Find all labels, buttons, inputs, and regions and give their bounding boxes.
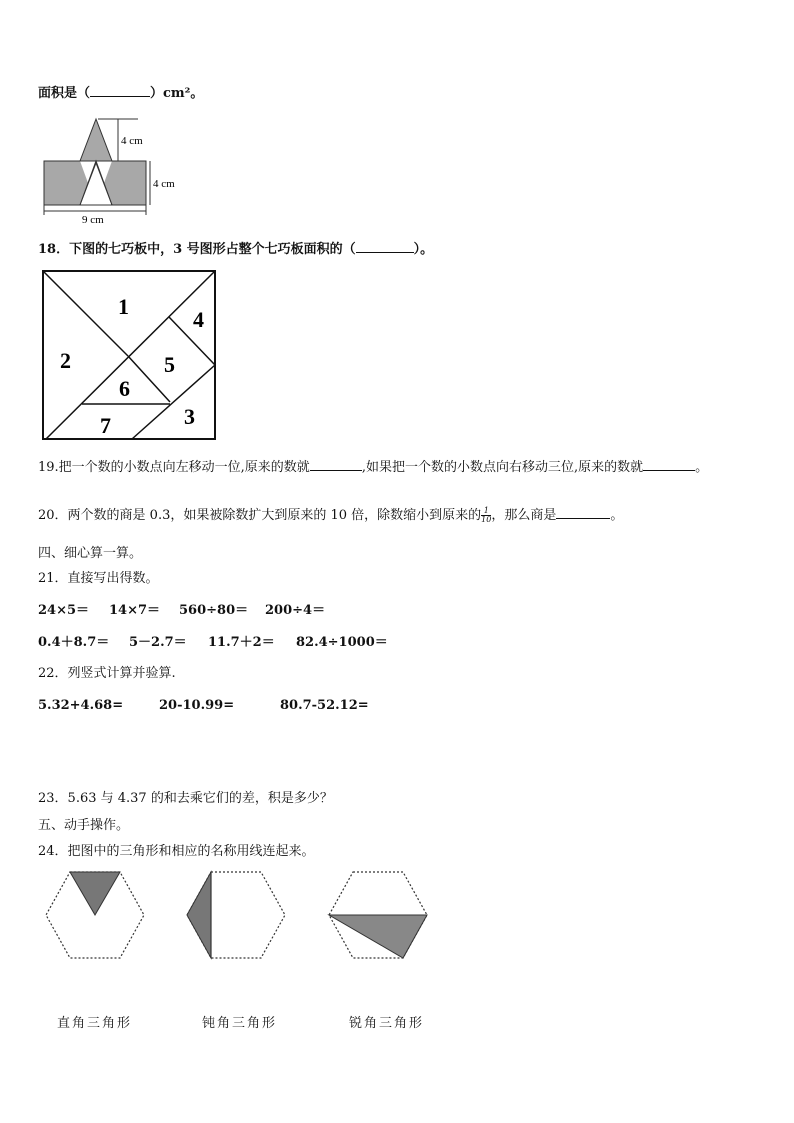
hexagon-3 (326, 870, 430, 960)
tangram-figure (42, 270, 218, 442)
q17-prefix: 面积是（ (38, 86, 91, 101)
q18-text: 18．下图的七巧板中，3 号图形占整个七巧板面积的（ (38, 242, 356, 257)
q21-row1-item4: 200÷4＝ (265, 603, 326, 618)
q18-blank[interactable] (356, 240, 414, 253)
q17-blank[interactable] (90, 84, 150, 97)
q17-suffix: ）cm²。 (150, 86, 204, 101)
q17-label-h2: 4 cm (153, 178, 175, 190)
hexagon-1 (43, 870, 147, 960)
tangram-piece-5: 5 (164, 352, 175, 377)
q21-row1-item3: 560÷80＝ (179, 603, 249, 618)
q21-row2-item2: 5－2.7＝ (129, 635, 187, 650)
q21-title: 21．直接写出得数。 (38, 571, 159, 586)
q23-question: 23．5.63 与 4.37 的和去乘它们的差，积是多少？ (38, 791, 333, 806)
q18-question (38, 240, 433, 258)
tangram-diag-main-a (43, 271, 128, 356)
q17-top-triangle (80, 119, 112, 161)
q21-row2-item1: 0.4＋8.7＝ (38, 635, 110, 650)
tangram-piece-3: 3 (184, 404, 195, 429)
hexagon-2 (184, 870, 288, 960)
q19-blank-2[interactable] (643, 458, 695, 471)
q24-title: 24．把图中的三角形和相应的名称用线连起来。 (38, 844, 315, 859)
q20-blank[interactable] (556, 506, 610, 519)
tangram-piece-4: 4 (193, 307, 204, 332)
tangram-piece-1: 1 (118, 294, 129, 319)
label-right-triangle: 直角三角形 (57, 1016, 133, 1031)
q22-item3: 80.7-52.12= (280, 698, 369, 713)
hexagon-3-triangle (329, 915, 427, 958)
q19-part2: ,如果把一个数的小数点向右移动三位,原来的数就 (361, 460, 644, 475)
q22-title: 22．列竖式计算并验算. (38, 666, 176, 681)
q20-question (38, 506, 623, 524)
label-acute-triangle: 锐角三角形 (349, 1016, 425, 1031)
q21-row1-item2: 14×7＝ (109, 603, 161, 618)
tangram-line-4a (169, 317, 215, 365)
q19-blank-1[interactable] (310, 458, 362, 471)
q21-row1-item1: 24×5＝ (38, 603, 90, 618)
q20-part2: ，那么商是 (491, 508, 557, 523)
tangram-piece-2: 2 (60, 348, 71, 373)
tangram-piece-7: 7 (100, 413, 111, 438)
q17-label-w: 9 cm (82, 214, 104, 225)
hexagon-1-triangle (70, 872, 120, 915)
q22-item2: 20-10.99= (159, 698, 235, 713)
label-obtuse-triangle: 钝角三角形 (202, 1016, 278, 1031)
tangram-piece-6: 6 (119, 376, 130, 401)
q22-item1: 5.32+4.68= (38, 698, 124, 713)
q21-row2-item4: 82.4÷1000＝ (296, 635, 388, 650)
q21-row2-item3: 11.7＋2＝ (208, 635, 275, 650)
q20-end: 。 (610, 508, 624, 523)
q19-part1: 19.把一个数的小数点向左移动一位,原来的数就 (38, 460, 310, 475)
q18-end: ）。 (413, 242, 434, 257)
section-4-heading: 四、细心算一算。 (38, 546, 143, 561)
hexagon-2-triangle (187, 872, 211, 958)
q19-question (38, 458, 708, 476)
q20-frac-num: 1 (481, 507, 491, 516)
q17-answer-line (38, 84, 203, 102)
q17-figure (38, 113, 198, 225)
q20-frac-den: 10 (481, 515, 492, 524)
q20-part1: 20．两个数的商是 0.3，如果被除数扩大到原来的 10 倍，除数缩小到原来的 (38, 508, 482, 523)
q20-fraction (481, 507, 491, 524)
section-5-heading: 五、动手操作。 (38, 818, 130, 833)
q19-end: 。 (695, 460, 709, 475)
q17-label-h1: 4 cm (121, 135, 143, 147)
